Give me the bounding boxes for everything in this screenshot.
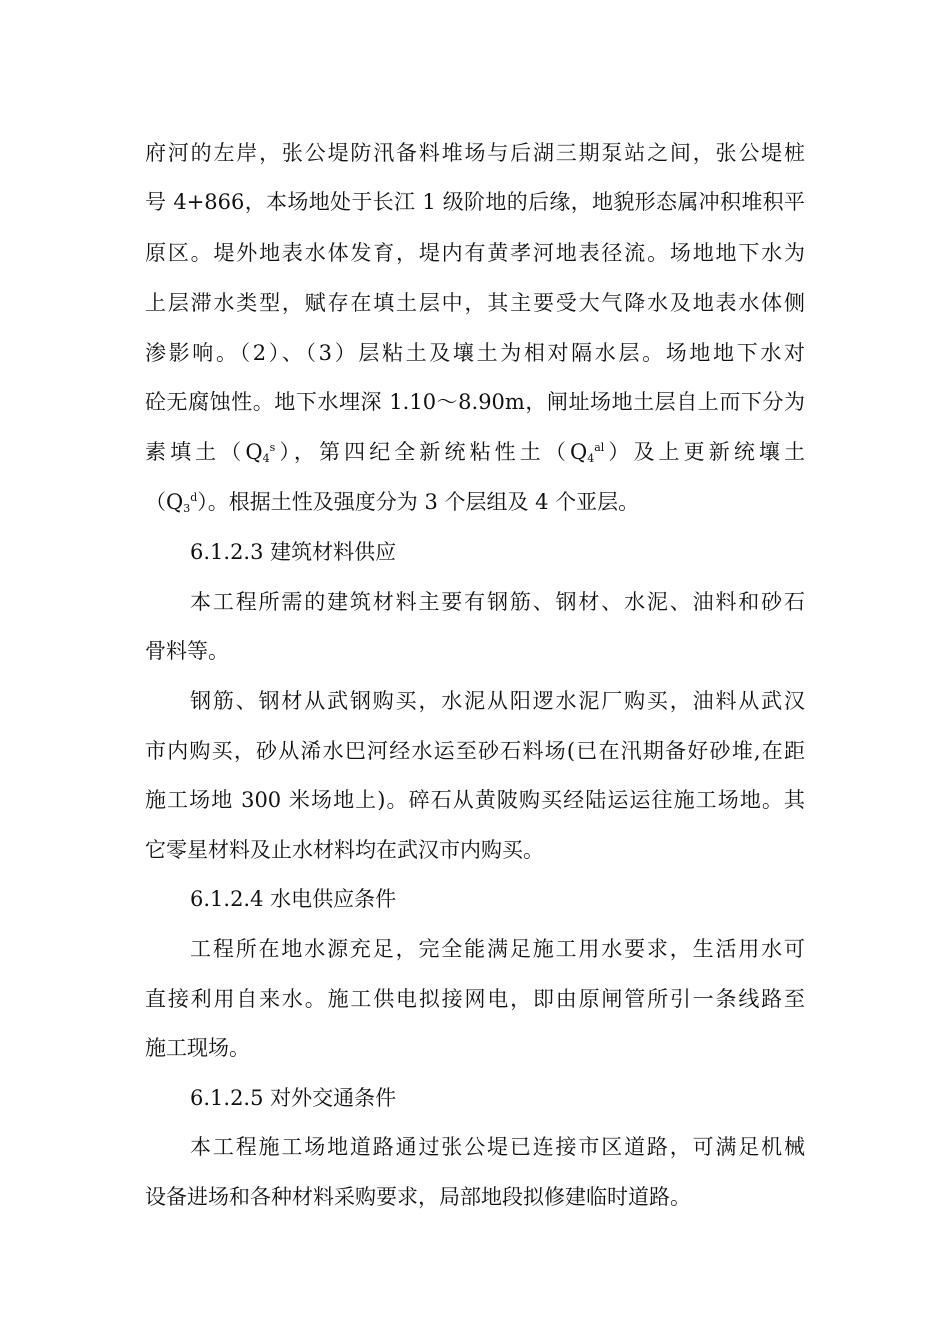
text-line: 上层滞水类型，赋存在填土层中，其主要受大气降水及地表水体侧 <box>145 291 805 315</box>
text-segment: （Q <box>145 490 184 514</box>
text-segment: ）及上更新统壤土 <box>604 440 806 464</box>
text-line: 本工程施工场地道路通过张公堤已连接市区道路，可满足机械 <box>190 1135 805 1159</box>
formula-superscript: s <box>269 441 276 454</box>
text-line: 渗影响。（2）、（3）层粘土及壤土为相对隔水层。场地地下水对 <box>145 341 805 365</box>
text-line-with-formula <box>145 487 639 517</box>
section-heading-materials: 6.1.2.3 建筑材料供应 <box>190 540 397 564</box>
text-line: 原区。堤外地表水体发育，堤内有黄孝河地表径流。场地地下水为 <box>145 241 805 265</box>
formula-superscript: d <box>190 491 198 504</box>
text-line: 它零星材料及止水材料均在武汉市内购买。 <box>145 838 544 862</box>
text-line: 工程所在地水源充足，完全能满足施工用水要求，生活用水可 <box>190 937 805 961</box>
text-line: 府河的左岸，张公堤防汛备料堆场与后湖三期泵站之间，张公堤桩 <box>145 141 805 165</box>
text-line: 市内购买，砂从浠水巴河经水运至砂石料场(已在汛期备好砂堆,在距 <box>145 739 805 763</box>
section-heading-water-power: 6.1.2.4 水电供应条件 <box>190 887 397 911</box>
text-line: 砼无腐蚀性。地下水埋深 1.10～8.90m，闸址场地土层自上而下分为 <box>145 390 805 414</box>
text-line: 本工程所需的建筑材料主要有钢筋、钢材、水泥、油料和砂石 <box>190 590 805 614</box>
formula-superscript: al <box>594 441 605 454</box>
text-line: 钢筋、钢材从武钢购买，水泥从阳逻水泥厂购买，油料从武汉 <box>190 689 805 713</box>
text-line: 施工场地 300 米场地上)。碎石从黄陂购买经陆运运往施工场地。其 <box>145 788 805 812</box>
formula-subscript: 3 <box>183 502 191 515</box>
text-line: 施工现场。 <box>145 1036 250 1060</box>
formula-subscript: 4 <box>262 452 270 465</box>
formula-subscript: 4 <box>587 452 595 465</box>
text-line-with-formulas <box>145 437 805 467</box>
text-segment: ），第四纪全新统粘性土（Q <box>275 440 588 464</box>
text-segment: 素填土（Q <box>145 440 263 464</box>
text-segment: ）。根据土性及强度分为 3 个层组及 4 个亚层。 <box>197 490 640 514</box>
text-line: 骨料等。 <box>145 639 229 663</box>
text-line: 号 4+866，本场地处于长江 1 级阶地的后缘，地貌形态属冲积堆积平 <box>145 190 805 214</box>
section-heading-transport: 6.1.2.5 对外交通条件 <box>190 1086 397 1110</box>
text-line: 设备进场和各种材料采购要求，局部地段拟修建临时道路。 <box>145 1185 691 1209</box>
text-line: 直接利用自来水。施工供电拟接网电，即由原闸管所引一条线路至 <box>145 987 805 1011</box>
